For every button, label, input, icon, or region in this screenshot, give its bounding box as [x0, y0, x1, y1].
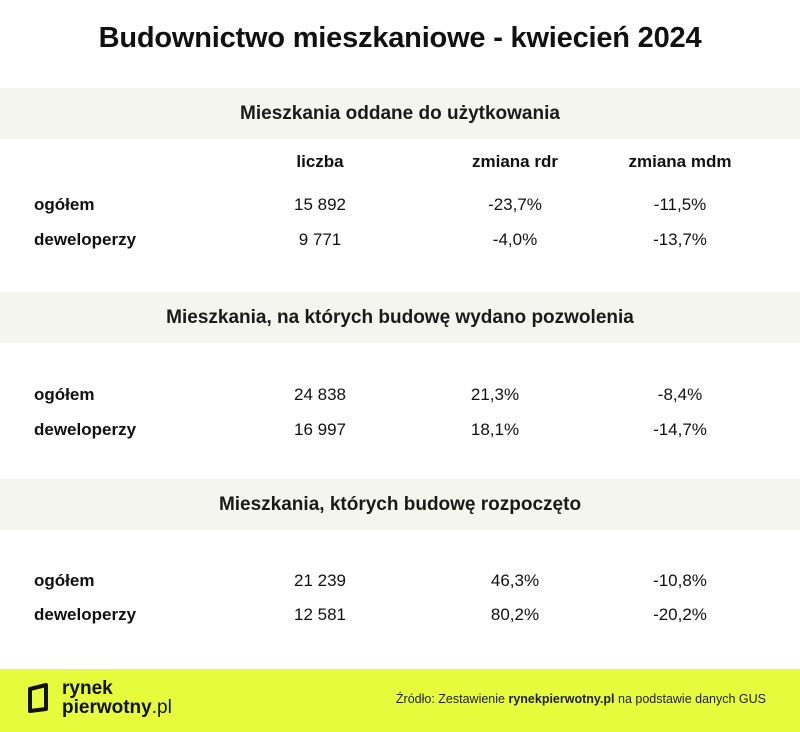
logo-icon — [26, 683, 52, 713]
cell-count: 16 997 — [294, 420, 346, 439]
cell-mom: -10,8% — [653, 571, 707, 590]
cell-yoy: 21,3% — [470, 385, 520, 404]
cell-mom: -14,7% — [653, 420, 707, 439]
cell-yoy: -23,7% — [488, 195, 542, 214]
cell-yoy: 18,1% — [470, 420, 520, 439]
section-heading-text: Mieszkania, na których budowę wydano pozwolenia — [166, 307, 634, 328]
cell-mom: -11,5% — [653, 195, 707, 214]
cell-yoy: 46,3% — [490, 571, 540, 590]
row-label: ogółem — [34, 195, 95, 214]
section-heading-permits — [0, 292, 800, 343]
cell-mom: -8,4% — [657, 385, 703, 404]
cell-count: 12 581 — [294, 605, 346, 624]
row-label: deweloperzy — [34, 230, 137, 249]
source-note — [396, 692, 766, 706]
cell-mom: -20,2% — [653, 605, 707, 624]
cell-count: 21 239 — [294, 571, 346, 590]
logo-line2 — [62, 698, 172, 717]
section-heading-started — [0, 479, 800, 530]
logo-suffix: .pl — [151, 697, 172, 718]
section-heading-text: Mieszkania, których budowę rozpoczęto — [218, 494, 582, 515]
column-header-mom: zmiana mdm — [628, 152, 732, 171]
logo-line1: rynek — [62, 678, 113, 699]
row-label: ogółem — [34, 571, 95, 590]
section-heading-completed — [0, 88, 800, 139]
cell-yoy: -4,0% — [492, 230, 538, 249]
row-label: ogółem — [34, 385, 95, 404]
cell-count: 9 771 — [298, 230, 342, 249]
column-header-count: liczba — [296, 152, 344, 171]
cell-yoy: 80,2% — [490, 605, 540, 624]
cell-count: 15 892 — [294, 195, 346, 214]
source-suffix: na podstawie danych GUS — [614, 692, 766, 706]
logo-brand: pierwotny — [62, 697, 152, 718]
column-header-yoy: zmiana rdr — [472, 152, 558, 171]
row-label: deweloperzy — [34, 605, 137, 624]
source-brand: rynekpierwotny.pl — [508, 692, 615, 706]
logo — [62, 679, 172, 717]
cell-mom: -13,7% — [653, 230, 707, 249]
section-heading-text: Mieszkania oddane do użytkowania — [240, 103, 560, 124]
page-title: Budownictwo mieszkaniowe - kwiecień 2024 — [98, 22, 702, 54]
footer-bar — [0, 669, 800, 732]
cell-count: 24 838 — [294, 385, 346, 404]
source-prefix: Źródło: Zestawienie — [395, 692, 509, 706]
row-label: deweloperzy — [34, 420, 137, 439]
